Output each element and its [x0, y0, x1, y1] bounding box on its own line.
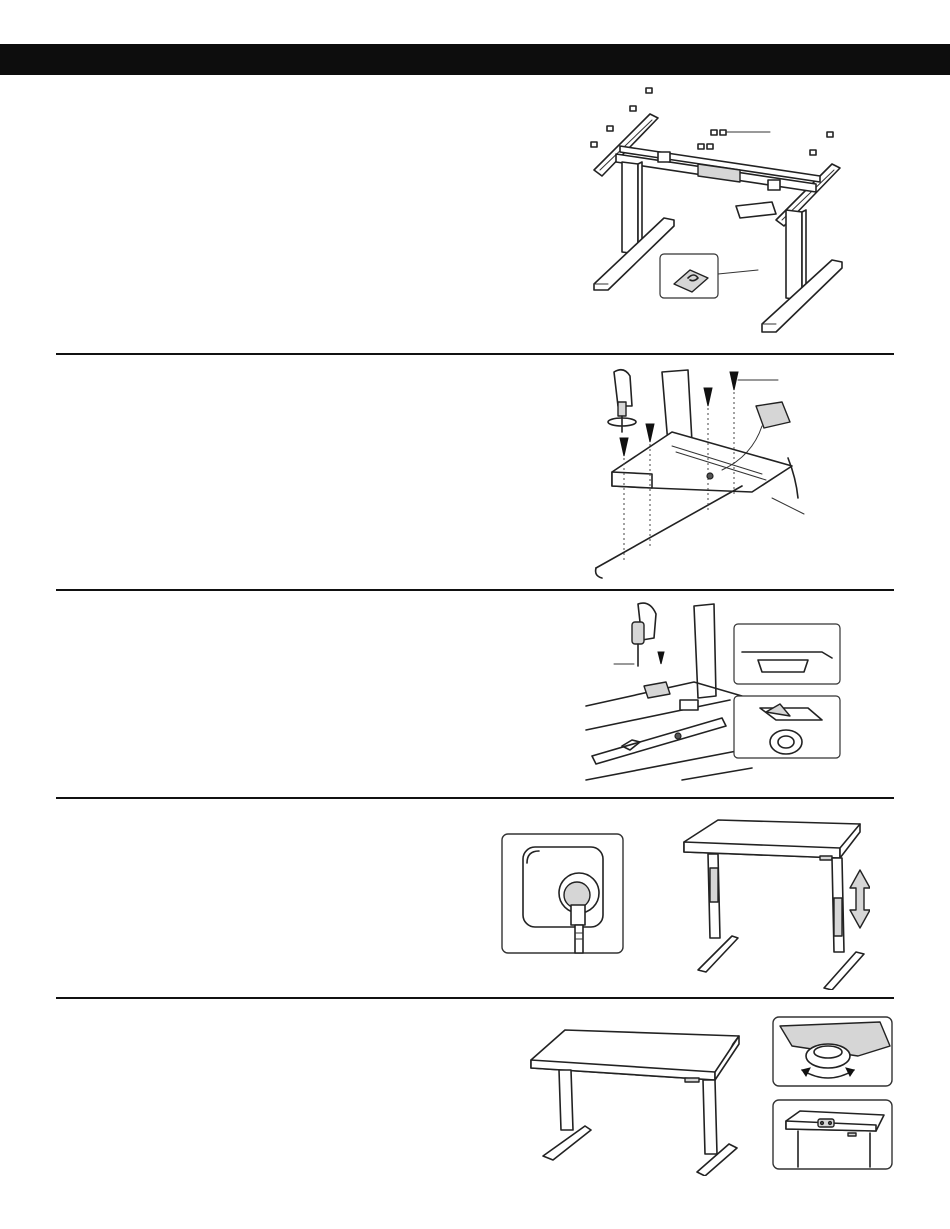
step-4-power-inset [501, 833, 625, 955]
step-2-figure [592, 362, 822, 582]
section-divider [56, 997, 894, 999]
section-divider [56, 797, 894, 799]
screw-icon [658, 652, 664, 664]
control-box-icon [644, 682, 670, 698]
step-3-figure [582, 600, 844, 786]
handset-icon [736, 202, 776, 218]
leveling-foot-icon [806, 1044, 850, 1068]
step-5-leveling-inset [772, 1016, 894, 1088]
step-4-desk-figure [680, 818, 870, 990]
height-adjust-arrow-icon [850, 870, 870, 928]
drill-icon [632, 622, 644, 644]
step-1-figure [580, 84, 860, 336]
hand-icon [614, 370, 632, 406]
step-5-handset-inset [772, 1099, 894, 1171]
step-5-desk-figure [525, 1026, 747, 1176]
control-box-icon [756, 402, 790, 428]
section-divider [56, 353, 894, 355]
header-bar [0, 44, 950, 75]
section-divider [56, 589, 894, 591]
